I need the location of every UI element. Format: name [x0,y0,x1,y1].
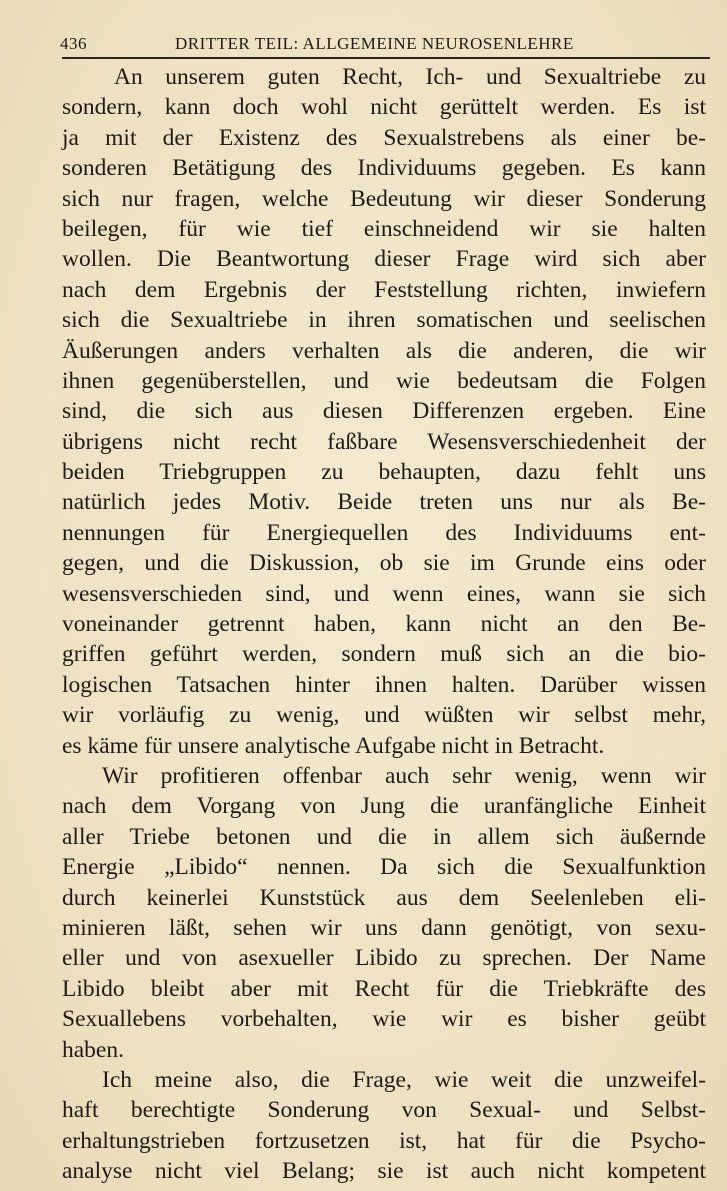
text-line: sich die Sexualtriebe in ihren somatischen und seelischen [62,307,706,334]
text-line: nach dem Vorgang von Jung die uranfängliche Einheit [62,793,706,820]
running-title: DRITTER TEIL: ALLGEMEINE NEUROSENLEHRE [175,34,574,53]
text-line: gegen, und die Diskussion, ob sie im Grunde eins oder [62,550,706,577]
text-line: analyse nicht viel Belang; sie ist auch nicht kompetent [62,1158,706,1185]
text-line: natürlich jedes Motiv. Beide treten uns nur als Be- [62,489,706,516]
text-line: erhaltungstrieben fortzusetzen ist, hat für die Psycho- [62,1127,706,1154]
text-line: aller Triebe betonen und die in allem sich äußernde [62,823,706,850]
text-line: ihnen gegenüberstellen, und wie bedeutsam die Folgen [62,367,706,394]
text-line: ja mit der Existenz des Sexualstrebens als einer be- [62,124,706,151]
text-line: Sexuallebens vorbehalten, wie wir es bisher geübt [62,1006,706,1033]
header-rule [62,57,710,59]
text-line: Libido bleibt aber mit Recht für die Triebkräfte des [62,975,706,1002]
text-line: nennungen für Energiequellen des Individuums ent- [62,519,706,546]
text-line: durch keinerlei Kunststück aus dem Seelenleben eli- [62,884,706,911]
text-line: eller und von asexueller Libido zu sprechen. Der Name [62,945,706,972]
text-line: wesensverschieden sind, und wenn eines, wann sie sich [62,580,706,607]
text-line: Wir profitieren offenbar auch sehr wenig, wenn wir [102,762,706,789]
text-line: es käme für unsere analytische Aufgabe nicht in Betracht. [62,732,605,759]
page-number: 436 [60,34,87,53]
text-line: wollen. Die Beantwortung dieser Frage wird sich aber [62,246,706,273]
text-line: voneinander getrennt haben, kann nicht an den Be- [62,611,706,638]
text-line: sind, die sich aus diesen Differenzen ergeben. Eine [62,398,706,425]
text-line: griffen geführt werden, sondern muß sich an die bio- [62,641,706,668]
text-line: beilegen, für wie tief einschneidend wir sie halten [62,215,706,242]
text-line: logischen Tatsachen hinter ihnen halten. Darüber wissen [62,671,706,698]
text-line: sondern, kann doch wohl nicht gerüttelt werden. Es ist [62,94,706,121]
page-header [60,28,711,58]
text-line: sonderen Betätigung des Individuums gegeben. Es kann [62,155,706,182]
text-line: Energie „Libido“ nennen. Da sich die Sexualfunktion [62,854,706,881]
text-line: übrigens nicht recht faßbare Wesensverschiedenheit der [62,428,706,455]
body-text [62,62,706,1186]
text-line: wir vorläufig zu wenig, und wüßten wir selbst mehr, [62,702,706,729]
text-line: haben. [62,1036,124,1063]
text-line: minieren läßt, sehen wir uns dann genötigt, von sexu- [62,914,706,941]
text-line: nach dem Ergebnis der Feststellung richten, inwiefern [62,276,706,303]
text-line: Ich meine also, die Frage, wie weit die unzweifel- [102,1066,706,1093]
text-line: beiden Triebgruppen zu behaupten, dazu fehlt uns [62,459,706,486]
text-line: Äußerungen anders verhalten als die anderen, die wir [62,337,706,364]
text-line: An unserem guten Recht, Ich- und Sexualtriebe zu [114,64,706,90]
text-line: sich nur fragen, welche Bedeutung wir dieser Sonderung [62,185,706,212]
text-line: haft berechtigte Sonderung von Sexual- und Selbst- [62,1097,706,1124]
